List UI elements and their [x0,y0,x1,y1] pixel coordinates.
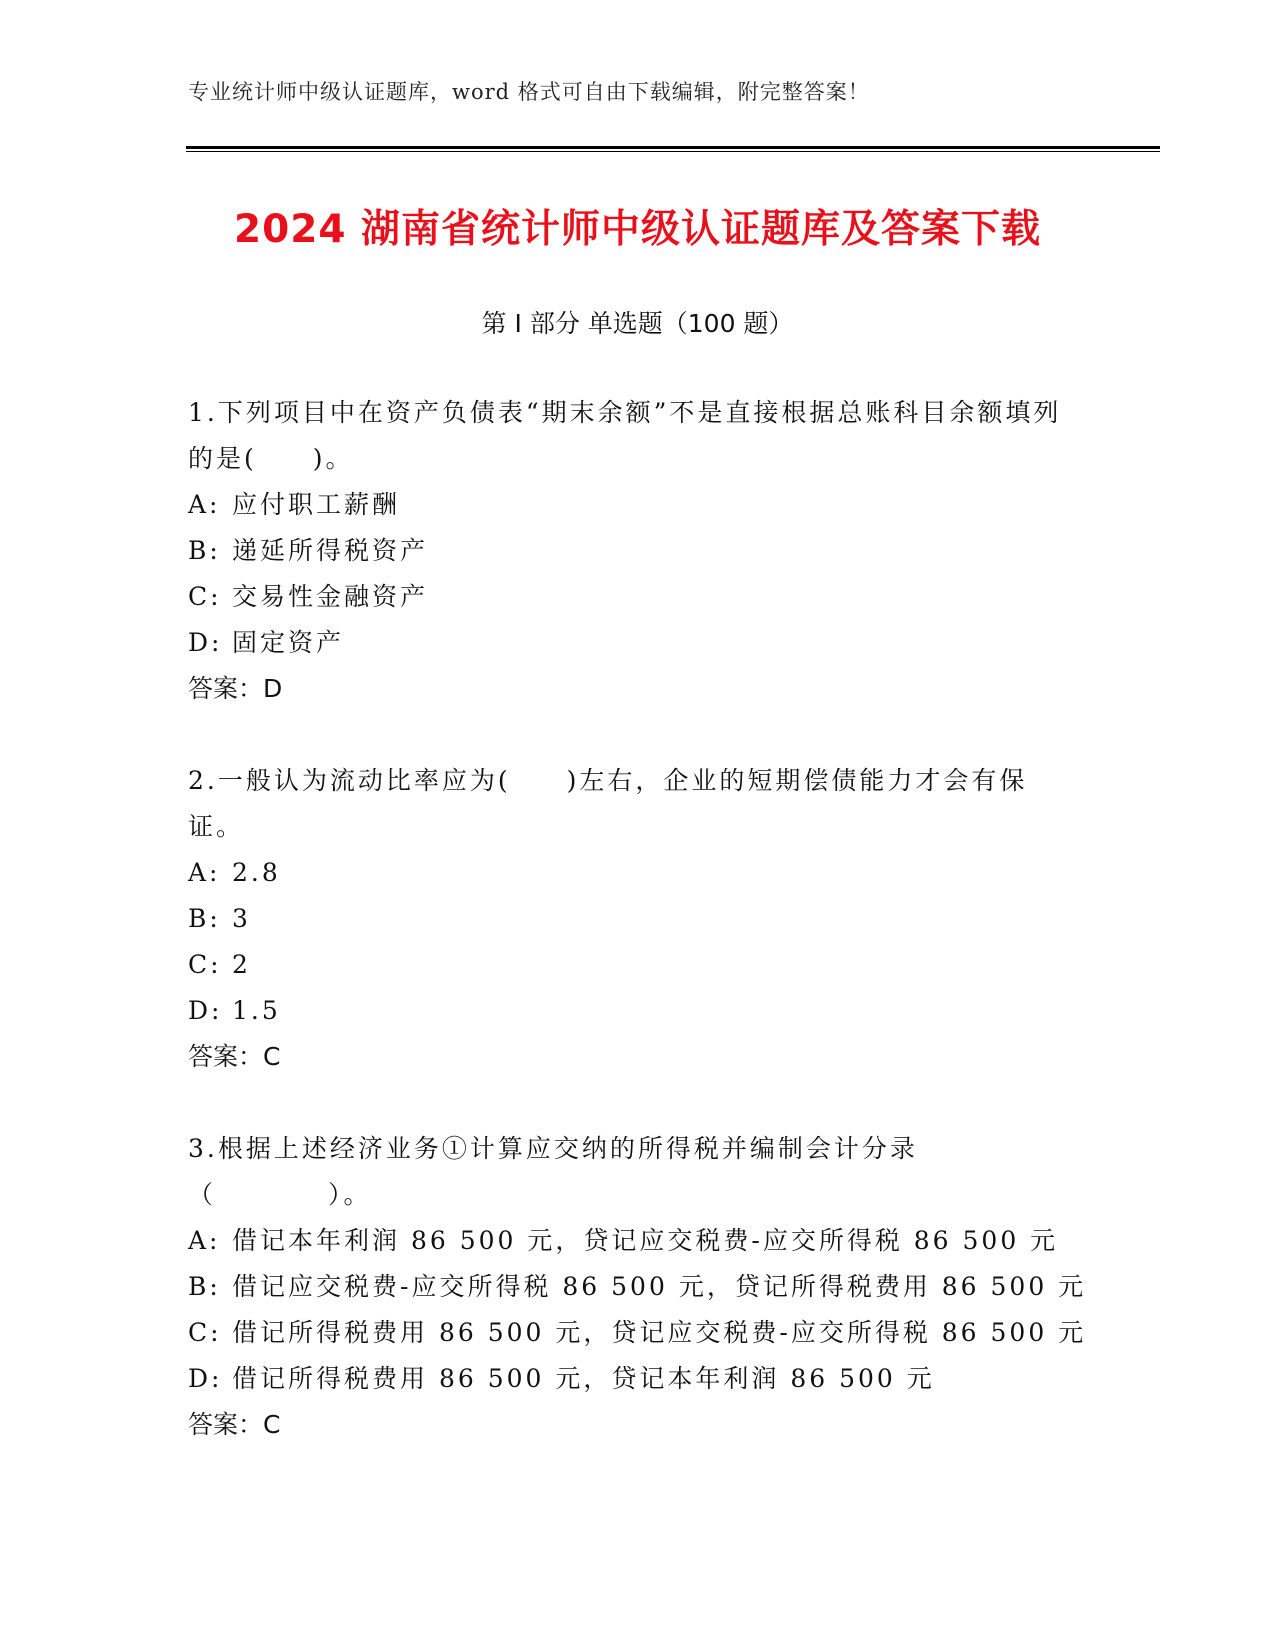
question-3 [188,1126,1087,1448]
option-a [188,1218,1068,1264]
option-text: 交易性金融资产 [232,582,429,611]
option-c [188,942,1068,988]
document-title: 2024 湖南省统计师中级认证题库及答案下载 [233,207,1042,252]
header-divider-thick [186,146,1160,149]
option-text: 固定资产 [232,628,345,657]
header-note: 专业统计师中级认证题库，word 格式可自由下载编辑，附完整答案！ [188,80,870,104]
option-a [188,482,1068,528]
option-letter: B: [188,1272,221,1301]
question-stem: 1.下列项目中在资产负债表“期末余额”不是直接根据总账科目余额填列的是( )。 [188,398,1062,473]
option-letter: A: [188,1226,221,1255]
option-text: 2.8 [232,858,281,887]
option-letter: A: [188,490,221,519]
option-text: 2 [232,950,251,979]
option-d [188,1356,1068,1402]
option-text: 1.5 [232,996,281,1025]
option-c [188,574,1068,620]
question-2 [188,758,1068,1080]
option-b [188,896,1068,942]
answer-line [188,1034,1068,1080]
option-text: 应付职工薪酬 [232,490,401,519]
option-d [188,988,1068,1034]
option-text: 借记所得税费用 86 500 元，贷记应交税费-应交所得税 86 500 元 [232,1318,1087,1347]
section-title: 第 I 部分 单选题（100 题） [481,309,794,338]
question-1 [188,390,1068,712]
option-text: 递延所得税资产 [232,536,429,565]
answer-line [188,1402,1068,1448]
option-letter: D: [188,628,223,657]
option-c [188,1310,1087,1356]
answer-value: D [263,674,283,703]
option-b [188,1264,1087,1310]
option-text: 借记所得税费用 86 500 元，贷记本年利润 86 500 元 [232,1364,935,1393]
option-letter: C: [188,950,222,979]
question-stem: 3.根据上述经济业务①计算应交纳的所得税并编制会计分录（ ）。 [188,1134,918,1209]
option-text: 借记应交税费-应交所得税 86 500 元，贷记所得税费用 86 500 元 [232,1272,1087,1301]
answer-value: C [263,1042,281,1071]
option-letter: B: [188,904,221,933]
answer-label: 答案： [188,674,264,703]
option-letter: C: [188,582,222,611]
option-letter: B: [188,536,221,565]
answer-label: 答案： [188,1410,264,1439]
option-letter: A: [188,858,221,887]
option-text: 3 [232,904,251,933]
question-stem: 2.一般认为流动比率应为( )左右，企业的短期偿债能力才会有保证。 [188,766,1028,841]
option-letter: D: [188,996,223,1025]
option-a [188,850,1068,896]
question-list [188,390,1087,1494]
answer-value: C [263,1410,281,1439]
answer-label: 答案： [188,1042,264,1071]
answer-line [188,666,1068,712]
option-b [188,528,1068,574]
option-text: 借记本年利润 86 500 元，贷记应交税费-应交所得税 86 500 元 [232,1226,1059,1255]
header-divider-thin [186,151,1160,152]
option-letter: D: [188,1364,223,1393]
option-letter: C: [188,1318,222,1347]
option-d [188,620,1068,666]
